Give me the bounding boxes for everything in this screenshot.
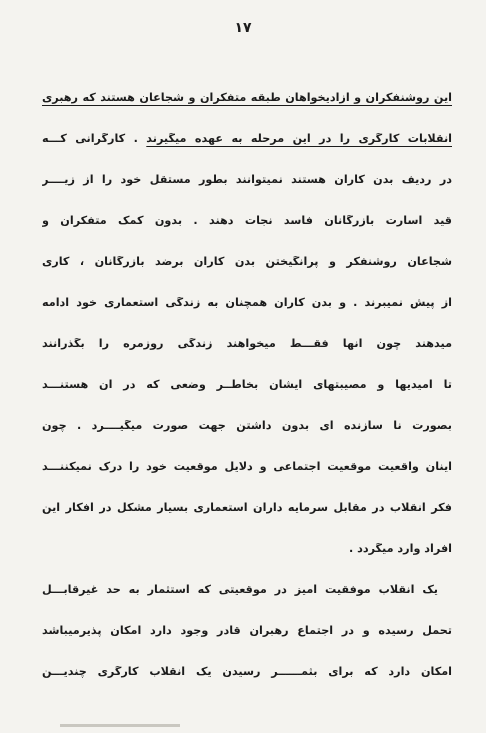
text-line: از پیش نمیبرند . و بدن کاران همچنان به زندگی استعماری خود ادامه: [42, 297, 452, 309]
text-line: افراد وارد میگردد .: [348, 543, 452, 555]
text-line: امکان دارد که برای بثمــــــر رسیدن یک انقلاب کارگری چندیـــن: [42, 666, 452, 678]
scan-smudge: [60, 724, 180, 727]
underlined-phrase: انقلابات کارگری را در این مرحله به عهده میگیرند: [146, 133, 452, 145]
text-line: [42, 133, 452, 147]
text-line: یک انقلاب موفقیت آمیز در موقعیتی که استثمار به حد غیرقابـــل: [42, 584, 438, 596]
text-segment: . کارگرانی کـــه: [42, 133, 147, 145]
text-line: میدهند چون آنها فقـــط میخواهند زندگی روزمره را بگذرانند: [42, 338, 452, 350]
text-line: بصورت نا سازنده ای بدون داشتن جهت صورت میگیــــرد . چون: [42, 420, 452, 432]
text-line: این روشنفکران و آزادیخواهان طبقه متفکران و شجاعان هستند که رهبری: [42, 92, 452, 104]
text-line: اینان واقعیت موقعیت اجتماعی و دلایل موقعیت خود را درک نمیکننـــد: [42, 461, 452, 473]
body-text: [42, 92, 452, 707]
page-number: ۱۷: [234, 20, 252, 36]
text-line: فکر انقلاب در مقابل سرمایه داران استعماری بسیار مشکل در افکار این: [42, 502, 452, 514]
text-line: شجاعان روشنفکر و پرانگیختن بدن کاران برضد بازرگانان ، کاری: [42, 256, 452, 268]
text-line: در ردیف بدن کاران هستند نمیتوانند بطور مستقل خود را از زیــــر: [42, 174, 452, 186]
text-line: تحمل رسیده و در اجتماع رهبران قادر وجود دارد امکان پذیرمیباشد: [42, 625, 452, 637]
text-line: قید اسارت بازرگانان فاسد نجات دهند . بدون کمک متفکران و: [42, 215, 452, 227]
text-line: تا امیدیها و مصیبتهای ایشان بخاطــر وضعی که در آن هستنـــد: [42, 379, 452, 391]
